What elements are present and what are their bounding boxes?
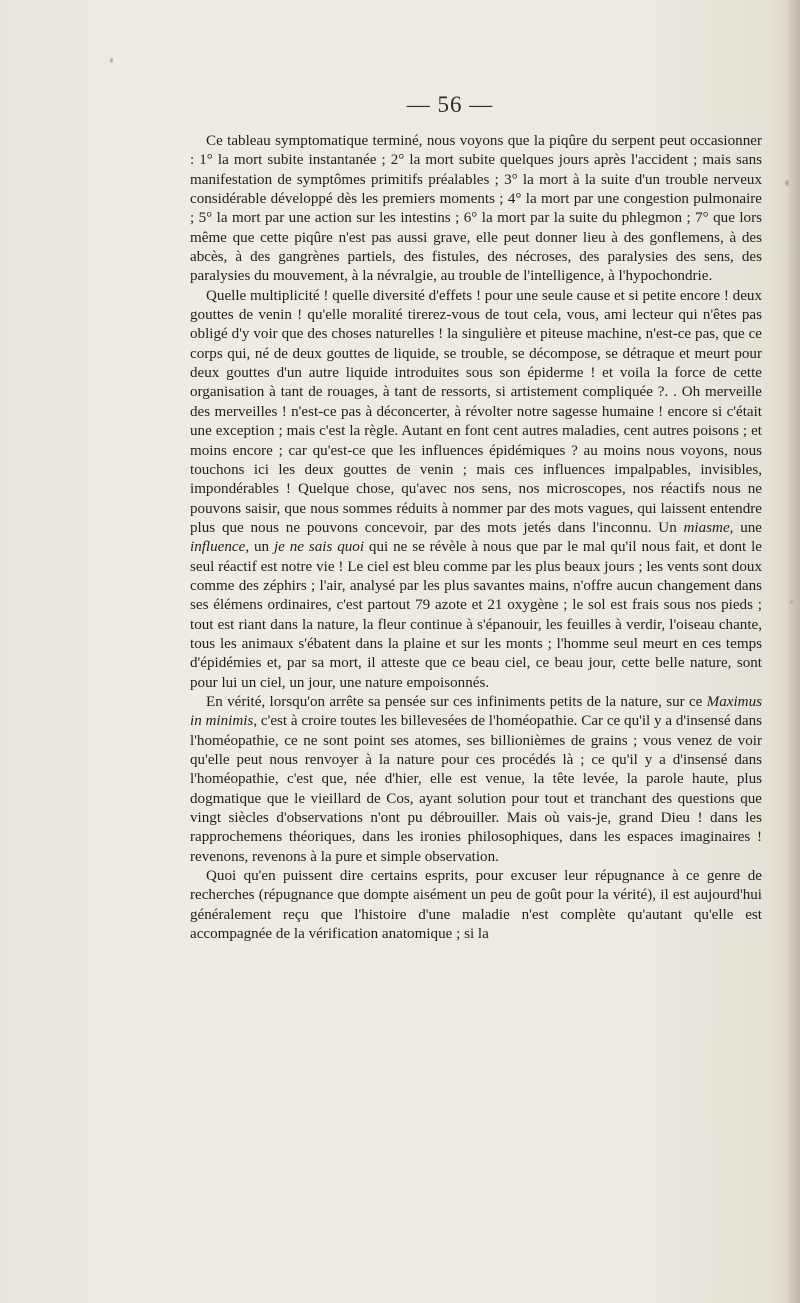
paper-speck xyxy=(785,180,789,186)
italic-text: je ne sais quoi xyxy=(273,539,365,556)
text-run: , une xyxy=(729,519,763,536)
paper-speck xyxy=(790,600,793,604)
text-run: qui ne se révèle à nous que par le mal qu'il nous fait, et dont le seul réactif est notre vie ! Le ciel est bleu comme par les plus beaux jours ; les vents sont doux comme des zéphirs ; l'air, analysé par les plus savantes mains, n'offre aucun changement dans ses élémens ordinaires, c'est partout 79 azote et 21 oxygène ; le sol est frais sous nos pieds ; tout est riant dans la nature, la fleur continue à s'épanouir, les feuilles à verdir, l'oiseau chante, tous les animaux s'ébatent dans la plaine et sur les monts ; l'homme seul meurt en ces temps d'épidémies et, par sa mort, il atteste que ce beau ciel, ce beau jour, cette belle nature, sont pour lui un ciel, un jour, une nature empoisonnés. xyxy=(190,539,763,691)
paragraph xyxy=(190,132,762,287)
italic-text: miasme xyxy=(683,519,730,536)
text-run: , c'est à croire toutes les billevesées de l'homéopathie. Car ce qu'il y a d'insensé dans l'homéopathie, ce ne sont point ses atomes, ses billionièmes de grains ; vous venez de voir qu'elle peut nous renvoyer à la nature pour ces procédés là ; ce qu'il y a d'insensé dans l'homéopathie, c'est que, née d'hier, elle est venue, la tête levée, la parole haute, plus dogmatique que le vieillard de Cos, ayant solution pour tout et tranchant des questions que vingt siècles d'observations n'ont pu débrouiller. Mais où vais-je, grand Dieu ! dans les rapprochemens théoriques, dans les ironies philosophiques, dans les espaces imaginaires ! revenons, revenons à la pure et simple observation. xyxy=(190,713,762,865)
text-run: En vérité, lorsqu'on arrête sa pensée sur ces infiniments petits de la nature, sur ce xyxy=(206,693,707,710)
page-number: — 56 — xyxy=(406,92,494,117)
paragraph xyxy=(190,867,762,944)
italic-text: Maximus in minimis xyxy=(190,693,762,730)
paragraph xyxy=(190,287,762,693)
paper-speck xyxy=(110,58,113,63)
text-run: Quelle multiplicité ! quelle diversité d'effets ! pour une seule cause et si petite encore ! deux gouttes de venin ! qu'elle moralité tirerez-vous de tout cela, vous, ami lecteur qui n'êtes pas obligé d'y voir que des choses naturelles ! la singulière et piteuse machine, n'est-ce pas, que ce corps qui, né de deux gouttes de liquide, se trouble, se décompose, se détraque et meurt pour deux gouttes d'un autre liquide introduites sous son épiderme ! et voila la force de cette organisation à tant de rouages, à tant de ressorts, si artistement compliquée ?. . Oh merveille des merveilles ! n'est-ce pas à déconcerter, à révolter notre sagesse humaine ! encore si c'était une exception ; mais c'est la règle. Autant en font cent autres maladies, cent autres poisons ; et moins encore ; car qu'est-ce que les influences épidémiques ? au moins nous voyons, nous touchons ici les deux gouttes de venin ; mais ces influences impalpables, invisibles, impondérables ! Quelque chose, qu'avec nos sens, nos microscopes, nos réactifs nous ne pouvons saisir, que nous sommes réduits à nommer par des mots vagues, qui laissent entendre plus que nous ne pouvons concevoir, par des mots jetés dans l'inconnu. Un xyxy=(190,287,762,536)
text-run: Ce tableau symptomatique terminé, nous voyons que la piqûre du serpent peut occasionner : 1° la mort subite instantanée ; 2° la mort subite quelques jours après l'accident ; mais sans manifestation de symptômes primitifs préalables ; 3° la mort à la suite d'un trouble nerveux considérable développé dès les premiers moments ; 4° la mort par une congestion pulmonaire ; 5° la mort par une action sur les intestins ; 6° la mort par la suite du phlegmon ; 7° que lors même que cette piqûre n'est pas aussi grave, elle peut donner lieu à des gonflemens, à des abcès, à des gangrènes partiels, des fistules, des nécroses, des paralysies des sens, des paralysies du mouvement, à la névralgie, au trouble de l'intelligence, à l'hypochondrie. xyxy=(190,133,762,285)
paragraph xyxy=(190,693,762,867)
body-text xyxy=(190,132,762,944)
italic-text: influence xyxy=(190,539,246,556)
page-edge-shadow xyxy=(788,0,800,1303)
text-run: Quoi qu'en puissent dire certains esprits, pour excuser leur répugnance à ce genre de recherches (répugnance que dompte aisément un peu de goût pour la vérité), il est aujourd'hui généralement reçu que l'histoire d'une maladie n'est complète qu'autant qu'elle est accompagnée de la vérification anatomique ; si la xyxy=(190,868,762,943)
text-run: , un xyxy=(245,539,274,556)
